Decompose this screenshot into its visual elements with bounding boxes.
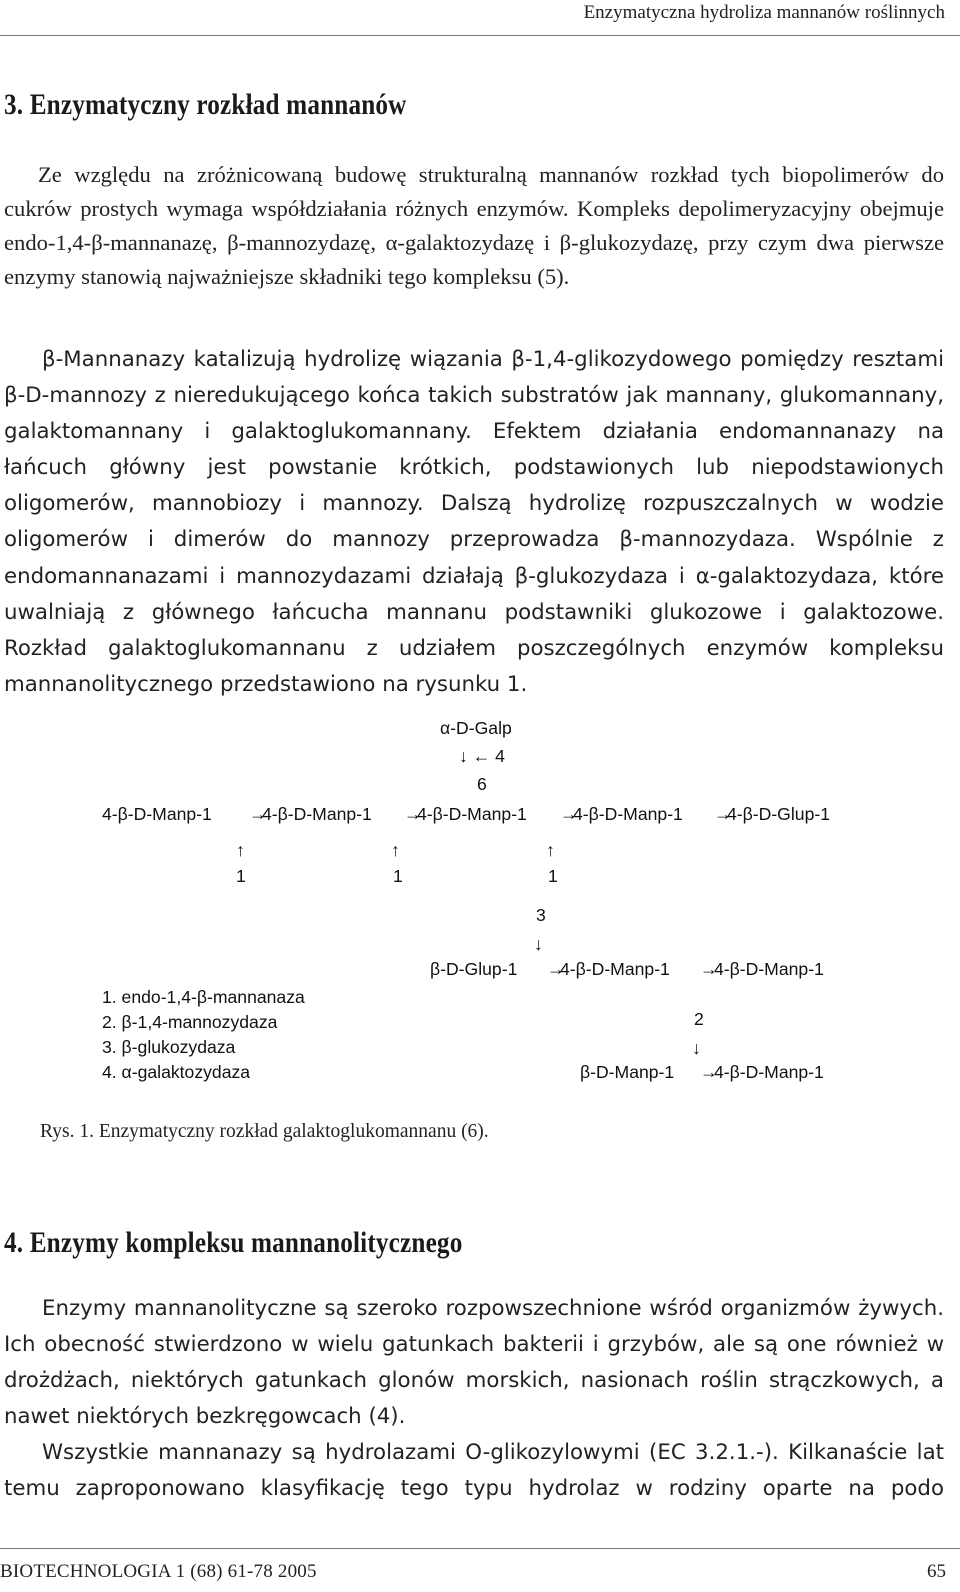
chain-link-arrow: →: [700, 959, 718, 979]
reaction-diagram: [0, 700, 960, 1090]
journal-citation: BIOTECHNOLOGIA 1 (68) 61-78 2005: [0, 1561, 317, 1582]
section-3-para-1-block: [4, 158, 944, 294]
legend-item-1: 1. endo-1,4-β-mannanaza: [102, 987, 305, 1007]
legend-item-4: 4. α-galaktozydaza: [102, 1062, 251, 1082]
step-3-unit-2: 4-β-D-Manp-1: [560, 959, 670, 979]
step-2-unit-1: β-D-Manp-1: [580, 1062, 675, 1082]
step-2-arrow: ↓: [692, 1038, 701, 1058]
page-number: 65: [927, 1561, 946, 1582]
side-link-position: 6: [477, 774, 487, 794]
main-chain-unit-3: 4-β-D-Manp-1: [417, 804, 527, 824]
header-rule: [0, 35, 960, 36]
step-3-unit-1: β-D-Glup-1: [430, 959, 518, 979]
main-chain-unit-2: 4-β-D-Manp-1: [262, 804, 372, 824]
running-head: Enzymatyczna hydroliza mannanów roślinnych: [583, 2, 945, 23]
main-chain-unit-1: 4-β-D-Manp-1: [102, 804, 212, 824]
side-sugar-label: α-D-Galp: [440, 718, 512, 738]
chain-link-arrow: →: [714, 804, 732, 824]
legend-item-2: 2. β-1,4-mannozydaza: [102, 1012, 278, 1032]
chain-link-arrow: →: [700, 1062, 718, 1082]
chain-link-arrow: →: [249, 804, 267, 824]
cleavage-arrow-2: ↑: [391, 840, 400, 860]
section-4-paragraph-1: Enzymy mannanolityczne są szeroko rozpowszechnione wśród organizmów żywych. Ich obecność stwierdzono w wielu gatunkach bakterii i grzybów, ale są one również w drożdżach, niektórych gatunkach glonów morskich, nasionach roślin strączkowych, a nawet niektórych bezkręgowcach (4).: [4, 1296, 944, 1430]
main-chain-unit-4: 4-β-D-Manp-1: [573, 804, 683, 824]
step-3-arrow: ↓: [534, 934, 543, 954]
section-4-paragraph-2: Wszystkie mannanazy są hydrolazami O-glikozylowymi (EC 3.2.1.-). Kilkanaście lat temu zaproponowano klasyfikację tego typu hydrolaz w rodziny oparte na podo: [4, 1440, 944, 1502]
side-link-arrow: ↓ ← 4: [459, 746, 505, 766]
cleavage-enzyme-3: 1: [548, 866, 558, 886]
step-2-unit-2: 4-β-D-Manp-1: [714, 1062, 824, 1082]
section-3-para-2-block: [4, 342, 944, 703]
legend-item-3: 3. β-glukozydaza: [102, 1037, 236, 1057]
footer-rule: [0, 1548, 960, 1549]
section-4-heading: 4. Enzymy kompleksu mannanolitycznego: [4, 1226, 463, 1259]
chain-link-arrow: →: [404, 804, 422, 824]
section-4-para-2-block: [4, 1435, 944, 1507]
figure-caption: Rys. 1. Enzymatyczny rozkład galaktoglukomannanu (6).: [40, 1121, 489, 1142]
cleavage-arrow-1: ↑: [236, 840, 245, 860]
step-3-unit-3: 4-β-D-Manp-1: [714, 959, 824, 979]
section-3-heading: 3. Enzymatyczny rozkład mannanów: [4, 88, 407, 121]
cleavage-enzyme-2: 1: [393, 866, 403, 886]
chain-link-arrow: →: [560, 804, 578, 824]
step-2-enzyme: 2: [694, 1009, 704, 1029]
step-3-enzyme: 3: [536, 905, 546, 925]
section-3-paragraph-1: Ze względu na zróżnicowaną budowę strukturalną mannanów rozkład tych biopolimerów do cukrów prostych wymaga współdziałania różnych enzymów. Kompleks depolimeryzacyjny obejmuje endo-1,4-β-mannanazę, β-mannozydazę, α-galaktozydazę i β-glukozydazę, przy czym dwa pierwsze enzymy stanowią najważniejsze składniki tego kompleksu (5).: [4, 162, 944, 289]
cleavage-arrow-3: ↑: [546, 840, 555, 860]
section-3-paragraph-2: β-Mannanazy katalizują hydrolizę wiązania β-1,4-glikozydowego pomiędzy resztami β-D-mannozy z nieredukującego końca takich substratów jak mannany, glukomannany, galaktomannany i galaktoglukomannany. Efektem działania endomannanazy na łańcuch główny jest powstanie krótkich, podstawionych lub niepodstawionych oligomerów, mannobiozy i mannozy. Dalszą hydrolizę rozpuszczalnych w wodzie oligomerów i dimerów do mannozy przeprowadza β-mannozydaza. Wspólnie z endomannanazami i mannozydazami działają β-glukozydaza i α-galaktozydaza, które uwalniają z głównego łańcucha mannanu podstawniki glukozowe i galaktozowe. Rozkład galaktoglukomannanu z udziałem poszczególnych enzymów kompleksu mannanolitycznego przedstawiono na rysunku 1.: [4, 347, 944, 697]
section-4-para-1-block: [4, 1291, 944, 1435]
cleavage-enzyme-1: 1: [236, 866, 246, 886]
main-chain-unit-5: 4-β-D-Glup-1: [727, 804, 830, 824]
chain-link-arrow: →: [547, 959, 565, 979]
